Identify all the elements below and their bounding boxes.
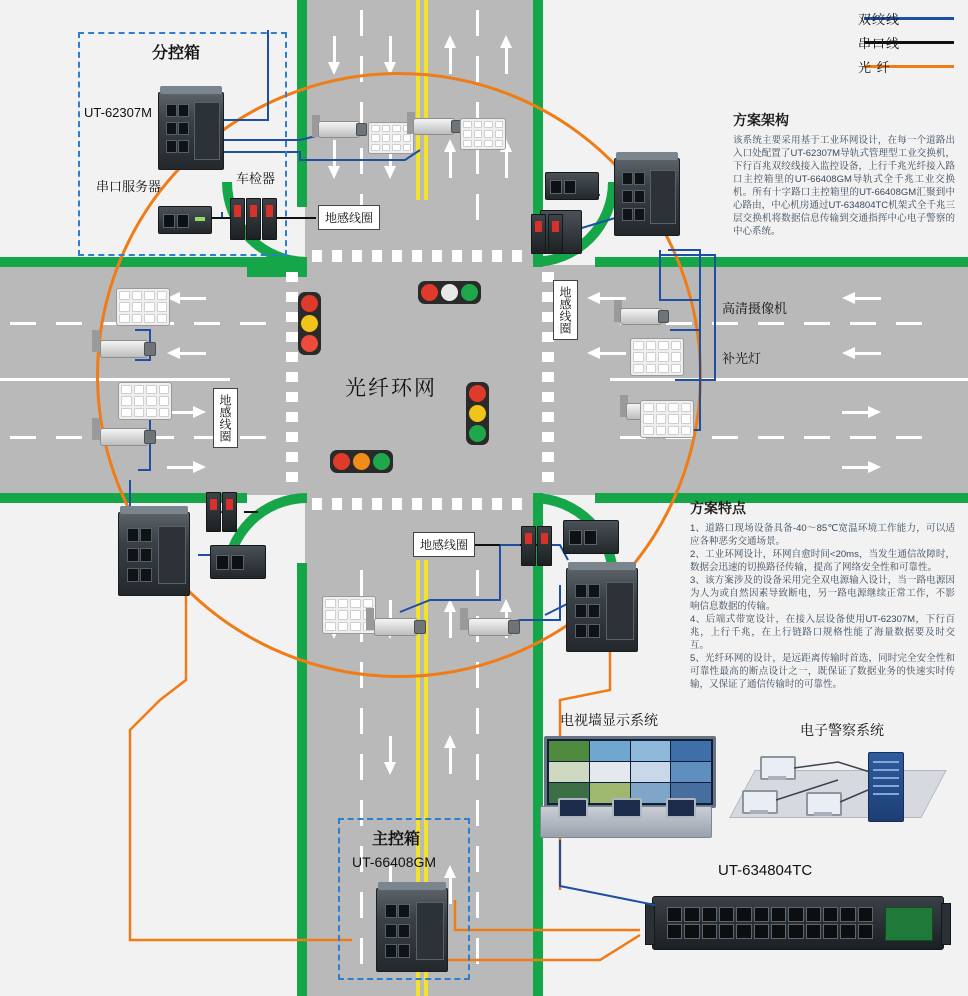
switch-port (166, 122, 177, 135)
serial-server-port (550, 180, 562, 194)
rack-port (788, 907, 803, 922)
rack-port (858, 924, 873, 939)
switch-port (622, 190, 633, 203)
rack-ear-left (645, 903, 655, 945)
detector-indicator (266, 205, 273, 217)
lane-dash-h (10, 436, 36, 439)
detector-indicator (525, 533, 532, 544)
traffic-light-horizontal-top (418, 281, 481, 304)
rack-port (754, 924, 769, 939)
rack-port (702, 907, 717, 922)
switch-port (166, 104, 177, 117)
switch-ut-66408gm[interactable] (376, 888, 448, 972)
lane-dash-v (476, 56, 479, 82)
hd-camera-label: 高清摄像机 (722, 301, 788, 316)
serial-server-right-top[interactable] (545, 172, 599, 200)
traffic-light-vertical-left (298, 292, 321, 355)
traffic-light-vertical-right (466, 382, 489, 445)
detector-indicator (250, 205, 257, 217)
lane-arrow-stem (842, 411, 868, 414)
vehicle-detector-device[interactable] (222, 492, 237, 532)
legend-row (858, 54, 954, 78)
hd-camera-left-2[interactable] (92, 418, 162, 452)
rack-port (736, 907, 751, 922)
traffic-light-green (301, 335, 318, 352)
camera-body (318, 121, 360, 138)
rack-port (667, 924, 682, 939)
rack-port (719, 907, 734, 922)
camera-mount (366, 608, 374, 630)
traffic-light-yellow (469, 405, 486, 422)
lane-arrow-stem (333, 36, 336, 62)
tv-tile (671, 762, 711, 782)
traffic-light-yellow (353, 453, 370, 470)
architecture-title: 方案架构 (733, 112, 789, 128)
lane-dash-v (360, 10, 363, 36)
vehicle-detector-device[interactable] (246, 198, 261, 240)
switch-port (634, 172, 645, 185)
switch-port (385, 904, 397, 918)
camera-lens (508, 620, 520, 634)
lane-dash-v (476, 10, 479, 36)
server-slot (873, 761, 899, 763)
tv-tile (549, 741, 589, 761)
switch-port (178, 104, 189, 117)
police-server[interactable] (868, 752, 904, 822)
camera-body (100, 340, 148, 358)
lane-dash-v (360, 708, 363, 734)
rack-port (754, 907, 769, 922)
lane-arrow-stem (855, 297, 881, 300)
vehicle-detector-device[interactable] (531, 214, 546, 254)
switch-port (634, 190, 645, 203)
console-monitor (666, 798, 696, 818)
lane-arrow-left (842, 292, 855, 304)
vehicle-detector-device[interactable] (521, 526, 536, 566)
vehicle-detector-device[interactable] (262, 198, 277, 240)
architecture-body: 该系统主要采用基于工业环网设计，在每一个道路出入口处配置了UT-62307M导轨式管理型工业交换机，下行百兆双绞线接入监控设备，上行千兆光纤接入路口主控箱里的UT-66408GM导轨式全千兆工业交换机。所有十字路口主控箱里的UT-66408GM汇聚到中心路由，中心机房通过UT-634804TC机架式全千兆三层交换机将数据信息传输到交通指挥中心电子警察的中心系统。 (733, 135, 955, 237)
detector-indicator (234, 205, 241, 217)
camera-body (374, 618, 418, 636)
switch-port (127, 548, 139, 562)
switch-port (127, 528, 139, 542)
server-slot (873, 785, 899, 787)
detector-indicator (210, 499, 217, 510)
detector-indicator (541, 533, 548, 544)
loop-coil-label-1: 地感线圈 (318, 205, 380, 230)
traffic-light-red (421, 284, 438, 301)
lane-arrow-stem (505, 48, 508, 74)
tv-wall-system (540, 736, 710, 836)
server-slot (873, 777, 899, 779)
lane-dash-h (896, 322, 922, 325)
console-monitor (612, 798, 642, 818)
tv-tile (631, 741, 671, 761)
detector-indicator (226, 499, 233, 510)
camera-mount (460, 608, 468, 630)
switch-top-rail (120, 506, 188, 514)
traffic-light-red (301, 295, 318, 312)
lane-arrow-stem (389, 736, 392, 762)
switch-port (127, 568, 139, 582)
traffic-light-yellow (301, 315, 318, 332)
police-system-label: 电子警察系统 (800, 722, 884, 738)
vehicle-detector-device[interactable] (537, 526, 552, 566)
hd-camera-top-2[interactable] (405, 112, 461, 142)
switch-port (622, 208, 633, 221)
fill-light-left-1[interactable] (116, 288, 170, 326)
lane-dash-h (804, 322, 830, 325)
switch-label-plate (416, 902, 444, 960)
camera-lens (144, 342, 156, 356)
vehicle-detector-device[interactable] (548, 214, 563, 254)
main-cabinet-model: UT-66408GM (352, 854, 437, 870)
lane-arrow-down (384, 762, 396, 775)
camera-body (100, 428, 148, 446)
hd-camera-bottom-1[interactable] (366, 608, 430, 642)
fill-light-right[interactable] (630, 338, 684, 376)
legend (858, 6, 954, 78)
lane-dash-v (360, 754, 363, 780)
features-title: 方案特点 (690, 500, 746, 516)
lane-arrow-stem (842, 466, 868, 469)
rack-port (736, 924, 751, 939)
serial-server-port (564, 180, 576, 194)
rack-port (823, 924, 838, 939)
tv-wall-label: 电视墙显示系统 (560, 712, 658, 728)
features-line-4: 4、后端式带宽设计，在接入层设备使用UT-62307M，下行百兆，上行千兆，在上行链路口规格性能了海量数据要及时交互。 (690, 614, 955, 651)
serial-server-label: 串口服务器 (96, 179, 162, 194)
features-line-5: 5、光纤环网的设计，是远距离传输时首选，同时完全安全性和可靠性最高的断点设计之一，既保证了数据业务的快速实时传输，又保证了通信传输时的可靠性。 (690, 653, 955, 690)
switch-port (398, 904, 410, 918)
tv-tile (590, 741, 630, 761)
rack-port (806, 907, 821, 922)
switch-bottom-right[interactable] (566, 568, 638, 652)
core-switch-label: UT-634804TC (718, 862, 813, 879)
switch-port (140, 568, 152, 582)
lane-arrow-right (868, 461, 881, 473)
traffic-light-horizontal-bottom (330, 450, 393, 473)
switch-port (588, 584, 600, 598)
loop-coil-label-2: 地感线圈 (553, 280, 578, 340)
lane-dash-h (850, 436, 876, 439)
switch-label-plate (158, 526, 186, 584)
fiber-ring-label: 光纤环网 (345, 377, 437, 400)
features-line-2: 2、工业环网设计，环网自愈时间<20ms，当发生通信故障时，数据会迅速的切换路径传输，提高了网络安全性和可靠性。 (690, 549, 955, 573)
rack-uplink-module (885, 907, 933, 941)
police-pc-1[interactable] (760, 756, 794, 782)
legend-row (858, 30, 954, 54)
serial-server-left-bottom[interactable] (210, 545, 266, 579)
lane-dash-h (712, 322, 738, 325)
legend-row (858, 6, 954, 30)
legend-label-fiber: 光 纤 (858, 59, 891, 75)
legend-label-serial: 串口线 (858, 35, 901, 51)
camera-lens (658, 310, 669, 323)
loop-coil-label-3: 地感线圈 (213, 388, 238, 448)
rack-port (840, 907, 855, 922)
lane-arrow-stem (389, 36, 392, 62)
lane-dash-h (10, 322, 36, 325)
switch-port (178, 122, 189, 135)
traffic-light-green (461, 284, 478, 301)
serial-server-port (569, 530, 582, 545)
rack-port (858, 907, 873, 922)
lane-dash-h (850, 322, 876, 325)
switch-port (166, 140, 177, 153)
switch-top-rail (568, 562, 636, 570)
rack-port (771, 924, 786, 939)
switch-port (385, 924, 397, 938)
police-pc-2[interactable] (742, 790, 776, 816)
switch-port (622, 172, 633, 185)
hd-camera-left-1[interactable] (92, 330, 162, 364)
pc-base (768, 776, 786, 780)
lane-arrow-stem (449, 48, 452, 74)
server-slot (873, 793, 899, 795)
switch-port (575, 604, 587, 618)
police-pc-3[interactable] (806, 792, 840, 818)
serial-server-port (216, 555, 229, 570)
main-cabinet-title: 主控箱 (372, 831, 421, 848)
lane-arrow-up (444, 35, 456, 48)
camera-mount (92, 330, 100, 352)
serial-server-port (177, 214, 189, 228)
switch-ut-62307m[interactable] (158, 92, 224, 170)
switch-top-rail (378, 882, 446, 890)
fill-light-right-2[interactable] (640, 400, 694, 438)
lane-dash-v (476, 708, 479, 734)
detector-indicator (552, 221, 559, 232)
sub-cabinet-model: UT-62307M (84, 105, 152, 120)
switch-label-plate (194, 102, 220, 160)
lane-arrow-up (500, 35, 512, 48)
switch-port (398, 924, 410, 938)
fill-light-top-2[interactable] (460, 118, 506, 150)
traffic-light-green (373, 453, 390, 470)
hd-camera-top-1[interactable] (310, 115, 366, 145)
serial-server-port (231, 555, 244, 570)
tv-tile (671, 741, 711, 761)
camera-body (413, 118, 455, 135)
switch-port (140, 528, 152, 542)
switch-port (588, 604, 600, 618)
rack-ear-right (941, 903, 951, 945)
switch-label-plate (650, 170, 676, 224)
lane-dash-h (896, 436, 922, 439)
switch-port (398, 944, 410, 958)
switch-port (575, 584, 587, 598)
switch-label-plate (606, 582, 634, 640)
serial-server-device[interactable] (158, 206, 212, 234)
serial-server-bottom[interactable] (563, 520, 619, 554)
core-switch-ut-634804tc[interactable] (652, 896, 944, 950)
lane-arrow-stem (449, 748, 452, 774)
switch-port (140, 548, 152, 562)
lane-dash-h (56, 436, 82, 439)
features-line-1: 1、道路口现场设备具备-40～85℃宽温环境工作能力，可以适应各种恶劣交通场景。 (690, 523, 955, 547)
lane-arrow-right (868, 406, 881, 418)
lane-arrow-up (444, 735, 456, 748)
architecture-panel (733, 110, 955, 238)
tv-tile (549, 762, 589, 782)
sub-cabinet-title: 分控箱 (152, 45, 201, 62)
lane-dash-v (476, 754, 479, 780)
fill-light-left-2[interactable] (118, 382, 172, 420)
rack-port (788, 924, 803, 939)
serial-server-port (163, 214, 175, 228)
traffic-light-green (469, 425, 486, 442)
features-line-3: 3、该方案涉及的设备采用完全双电源输入设计，当一路电源因为人为或自然因素导致断电，另一路电源继续正常工作，不影响信息数据的传输。 (690, 575, 955, 612)
console-monitor (558, 798, 588, 818)
camera-mount (92, 418, 100, 440)
switch-top-rail (616, 152, 678, 160)
switch-left-bottom[interactable] (118, 512, 190, 596)
rack-port (806, 924, 821, 939)
switch-port (575, 624, 587, 638)
switch-port (588, 624, 600, 638)
rack-port (667, 907, 682, 922)
hd-camera-right[interactable] (612, 300, 668, 332)
lane-dash-h (758, 436, 784, 439)
pc-base (814, 812, 832, 816)
detector-indicator (535, 221, 542, 232)
camera-body (620, 308, 662, 325)
rack-port (684, 924, 699, 939)
hd-camera-bottom-2[interactable] (460, 608, 524, 642)
lane-arrow-down (328, 62, 340, 75)
tv-tile (590, 762, 630, 782)
vehicle-detector-device[interactable] (206, 492, 221, 532)
camera-lens (356, 123, 367, 136)
rack-port (719, 924, 734, 939)
lane-dash-v (476, 938, 479, 964)
rack-port (684, 907, 699, 922)
traffic-light-yellow (441, 284, 458, 301)
switch-port (385, 944, 397, 958)
server-slot (873, 769, 899, 771)
lane-dash-h (804, 436, 830, 439)
vehicle-detector-label: 车检器 (236, 171, 276, 186)
switch-port (634, 208, 645, 221)
lane-dash-h (56, 322, 82, 325)
switch-top-rail (160, 86, 222, 94)
lane-dash-v (476, 800, 479, 826)
traffic-light-red (333, 453, 350, 470)
rack-port (840, 924, 855, 939)
serial-server-port (584, 530, 597, 545)
lane-arrow-stem (855, 352, 881, 355)
traffic-light-red (469, 385, 486, 402)
pc-base (750, 810, 768, 814)
camera-lens (414, 620, 426, 634)
rack-port (771, 907, 786, 922)
fill-light-label: 补光灯 (722, 351, 762, 366)
lane-dash-h (758, 322, 784, 325)
switch-right-top[interactable] (614, 158, 680, 236)
lane-dash-v (476, 892, 479, 918)
lane-arrow-left (842, 347, 855, 359)
camera-body (468, 618, 512, 636)
vehicle-detector-device[interactable] (230, 198, 245, 240)
loop-coil-label-4: 地感线圈 (413, 532, 475, 557)
lane-dash-v (476, 846, 479, 872)
switch-port (178, 140, 189, 153)
features-panel (690, 498, 955, 691)
rack-port (823, 907, 838, 922)
rack-port-group (667, 907, 873, 939)
lane-dash-h (712, 436, 738, 439)
camera-lens (144, 430, 156, 444)
rack-port (702, 924, 717, 939)
serial-server-led (195, 217, 205, 221)
tv-tile (631, 762, 671, 782)
legend-label-twisted-pair: 双绞线 (858, 11, 901, 27)
